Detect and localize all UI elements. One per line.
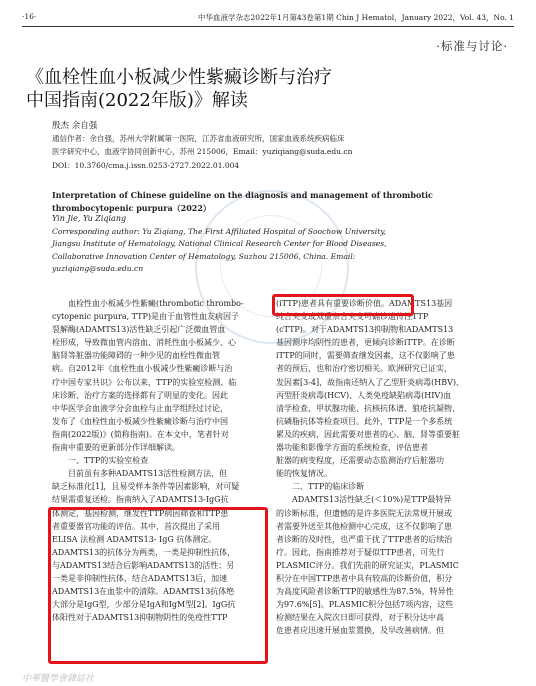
corr-line-1: Corresponding author: Yu Ziqiang, The First Affiliated Hospital of Soochow University,	[52, 227, 386, 236]
text-line: 积分在中国TTP患者中具有较高的诊断价值，积分	[276, 573, 453, 583]
doi: DOI：10.3760/cma.j.issn.0253-2727.2022.01.004	[52, 161, 240, 170]
text-line: ADAMTS13在血浆中的清除。ADAMTS13抗体绝	[52, 587, 235, 597]
affiliation	[52, 133, 492, 158]
text-line: 纯合突变或双重杂合突变可确诊遗传性TTP	[276, 312, 429, 322]
text-line: 指南中重要的更新部分作详细解读。	[52, 443, 180, 453]
text-line: PLASMIC评分。我们先前的研究证实，PLASMIC	[276, 560, 459, 570]
text-line: 体阳性对于ADAMTS13抑制物阴性的免疫性TTP	[52, 613, 228, 623]
affiliation-line-2: 医学研究中心，血液学协同创新中心，苏州 215006，Email：yuziqiang@suda.edu.cn	[52, 146, 353, 156]
section-heading-clinical: 二、TTP的临床诊断	[292, 482, 365, 492]
text-line: 危患者应迅速开展血浆置换，及早改善病情。但	[276, 626, 444, 636]
text-line: 床诊断、治疗方案的选择都有了明显的变化。因此	[52, 390, 228, 400]
title-line-2: 中国指南(2022年版)》解读	[26, 90, 248, 111]
text-line: 病。自2012年《血栓性血小板减少性紫癜诊断与治	[52, 364, 233, 374]
text-line: 一类是非抑制性抗体，结合ADAMTS13后，加速	[52, 573, 228, 583]
authors: 殷杰 余自强	[52, 121, 98, 131]
text-line: 基因测序均阴性的患者，更倾向诊断iTTP。在诊断	[276, 338, 455, 348]
text-line: 大部分是IgG型，少部分是IgA和IgM型[2]。IgG抗	[52, 600, 236, 610]
english-authors: Yin Jie, Yu Ziqiang	[52, 214, 127, 223]
text-line: 栓形成，导致微血管内溶血、消耗性血小板减少、心	[52, 338, 236, 348]
text-line: 疗中国专家共识》公布以来，TTP的实验室检测、临	[52, 377, 237, 387]
text-line: 目前虽有多种ADAMTS13活性检测方法，但	[68, 469, 228, 479]
text-line: 结果需重复送检。指南纳入了ADAMTS13-IgG抗	[52, 495, 229, 505]
text-line: cytopenic purpura, TTP)是由于血管性血友病因子	[52, 312, 239, 322]
corr-line-4: yuziqiang@suda.edu.cn	[52, 263, 144, 273]
text-line: 指南(2022版)》(简称指南)。在本文中，笔者针对	[52, 429, 229, 439]
header-rule	[22, 26, 514, 27]
highlight-box-right	[272, 294, 414, 316]
section-heading-lab: 一、TTP的实验室检查	[68, 456, 149, 466]
text-line: 为高度风险者诊断TTP的敏感性为87.5%，特异性	[276, 587, 454, 597]
text-line: 丙型肝炎病毒(HCV)、人类免疫缺陷病毒(HIV)血	[276, 390, 452, 400]
text-line: 为97.6%[5]。PLASMIC积分包括7项内容，这些	[276, 600, 454, 610]
text-line: 疗。因此，指南推荐对于疑似TTP患者，可先行	[276, 547, 445, 557]
journal-line: 中华血液学杂志2022年1月第43卷第1期 Chin J Hematol，January 2022，Vol. 43，No. 1	[198, 13, 514, 22]
text-line: (iTTP)患者具有重要诊断价值。ADAMTS13基因	[276, 299, 453, 308]
text-line: 抗磷脂抗体等检查项目。此外，TTP是一个多系统	[276, 416, 453, 426]
text-line: 检测结果在入院次日即可获得，对于积分达中高	[276, 613, 444, 623]
running-header	[22, 12, 514, 26]
page-number: ·16·	[22, 12, 37, 21]
text-line: 脑肾等脏器功能障碍的一种少见的血栓性微血管	[52, 351, 220, 361]
corr-line-2: Jiangsu Institute of Hematology, National Clinical Research Center for Blood Diseases,	[52, 239, 387, 249]
text-line: 者诊断的及时性，也严重干扰了TTP患者的后续治	[276, 534, 453, 544]
text-line: iTTP的同时，需要筛查继发因素，这不仅影响了患	[276, 351, 455, 361]
text-line: 体测定，基因检测，继发性TTP病因筛查和TTP患	[52, 508, 229, 518]
text-line: 发因素[3-4]，故指南还纳入了乙型肝炎病毒(HBV)、	[276, 377, 464, 387]
text-line: (cTTP)。对于ADAMTS13抑制物和ADAMTS13	[276, 325, 454, 335]
text-line: 裂解酶(ADAMTS13)活性缺乏引起广泛微血管血	[52, 325, 226, 335]
footer-watermark: 中華醫學會雜誌社	[22, 674, 95, 684]
text-line: 与ADAMTS13结合后影响ADAMTS13的活性；另	[52, 560, 235, 570]
text-line: ADAMTS13的抗体分为两类，一类是抑制性抗体，	[52, 547, 236, 557]
text-line: 缺乏标准化[1]，且易受样本条件等因素影响，对可疑	[52, 482, 240, 492]
text-line: 器功能和影像学方面的系统检查，评估患者	[276, 443, 428, 453]
diagnosis-paragraph	[276, 297, 488, 480]
text-line: 血栓性血小板减少性紫癜(thrombotic thrombo-	[68, 299, 244, 308]
text-line: 脏器的病变程度，还需要动态监测治疗后脏器功	[276, 456, 444, 466]
title-line-1: 《血栓性血小板减少性紫癜诊断与治疗	[26, 67, 332, 88]
text-line: 中华医学会血液学分会血栓与止血学组经过讨论，	[52, 403, 228, 413]
right-column	[276, 297, 488, 637]
text-line: 累及的疾病，因此需要对患者的心、脑、肾等重要脏	[276, 429, 460, 439]
clinical-paragraph	[276, 493, 488, 637]
text-line: 者的预后，也和治疗密切相关。欧洲研究已证实，	[276, 364, 452, 374]
corr-line-3: Collaborative Innovation Center of Hematology, Suzhou 215006, China. Email:	[52, 251, 356, 261]
section-label: ·标准与讨论·	[436, 39, 508, 53]
text-line: 者需要外送至其他检测中心完成，这不仅影响了患	[276, 521, 452, 531]
text-line: 者重要器官功能的评估。其中，首次提出了采用	[52, 521, 220, 531]
english-title-line-1: Interpretation of Chinese guideline on the diagnosis and management of thrombotic	[52, 190, 433, 200]
text-line: 清学检查、甲状腺功能、抗核抗体谱、狼疮抗凝物、	[276, 403, 460, 413]
affiliation-line-1: 通信作者：余自强，苏州大学附属第一医院，江苏省血液研究所，国家血液系统疾病临床	[52, 134, 345, 143]
intro-paragraph	[52, 297, 264, 454]
english-correspondence	[52, 226, 504, 275]
text-line: 的诊断标准，但遗憾的是许多医院无法常规开展或	[276, 508, 452, 518]
article-title	[26, 66, 506, 112]
text-line: ELISA 法检测 ADAMTS13- IgG 抗体测定。	[52, 534, 217, 544]
text-line: ADAMTS13活性缺乏(＜10%)是TTP最特异	[292, 495, 452, 505]
text-line: 能的恢复情况。	[276, 469, 332, 479]
english-title	[52, 189, 502, 214]
text-line: 发布了《血栓性血小板减少性紫癜诊断与治疗中国	[52, 416, 228, 426]
highlight-box-left	[48, 507, 268, 664]
english-title-line-2: thrombocytopenic purpura（2022）	[52, 202, 211, 213]
